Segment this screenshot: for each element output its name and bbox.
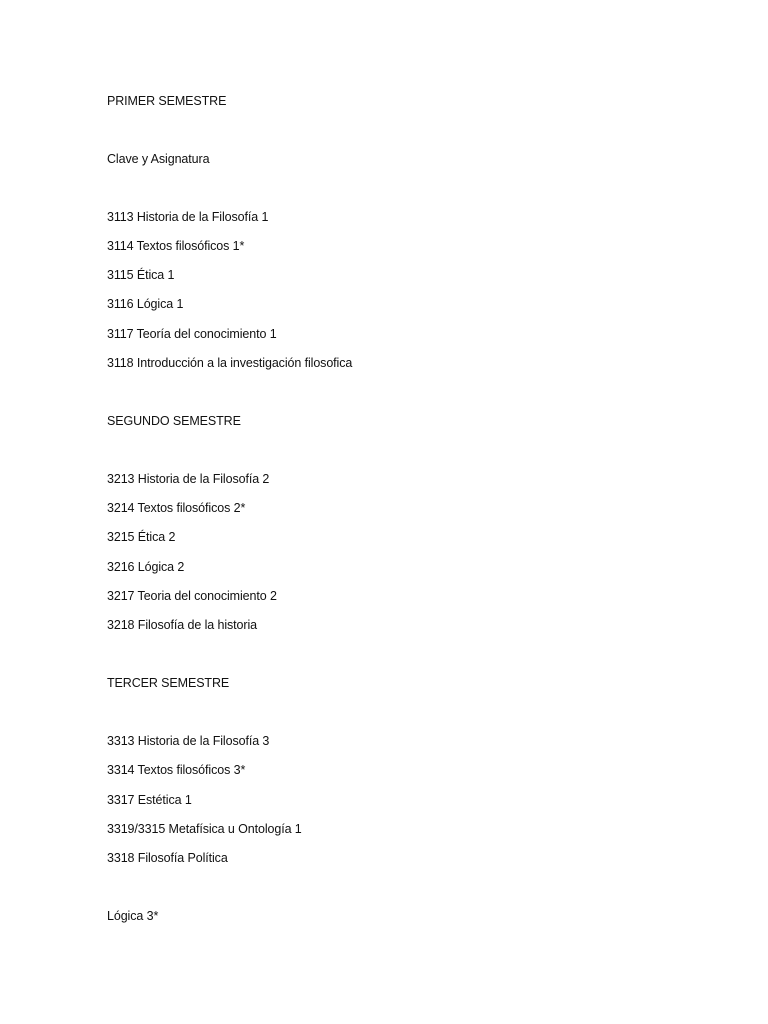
section-heading-segundo: SEGUNDO SEMESTRE [107,414,241,428]
course-item: 3217 Teoria del conocimiento 2 [107,589,277,603]
section-heading-tercer: TERCER SEMESTRE [107,676,230,690]
course-item: 3213 Historia de la Filosofía 2 [107,472,270,486]
course-item: 3214 Textos filosóficos 2* [107,501,246,515]
course-item: 3117 Teoría del conocimiento 1 [107,327,277,341]
course-item: 3114 Textos filosóficos 1* [107,239,245,253]
trailing-course: Lógica 3* [107,909,159,923]
course-item: 3116 Lógica 1 [107,297,184,311]
course-item: 3318 Filosofía Política [107,851,228,865]
subheading-clave-asignatura: Clave y Asignatura [107,152,210,166]
course-item: 3317 Estética 1 [107,793,192,807]
section-heading-primer: PRIMER SEMESTRE [107,94,227,108]
course-item: 3113 Historia de la Filosofía 1 [107,210,269,224]
course-item: 3216 Lógica 2 [107,560,185,574]
course-item: 3118 Introducción a la investigación filosofica [107,356,353,370]
course-item: 3319/3315 Metafísica u Ontología 1 [107,822,302,836]
course-item: 3313 Historia de la Filosofía 3 [107,734,270,748]
course-item: 3218 Filosofía de la historia [107,618,257,632]
course-item: 3314 Textos filosóficos 3* [107,763,246,777]
course-item: 3215 Ética 2 [107,530,176,544]
course-item: 3115 Ética 1 [107,268,175,282]
